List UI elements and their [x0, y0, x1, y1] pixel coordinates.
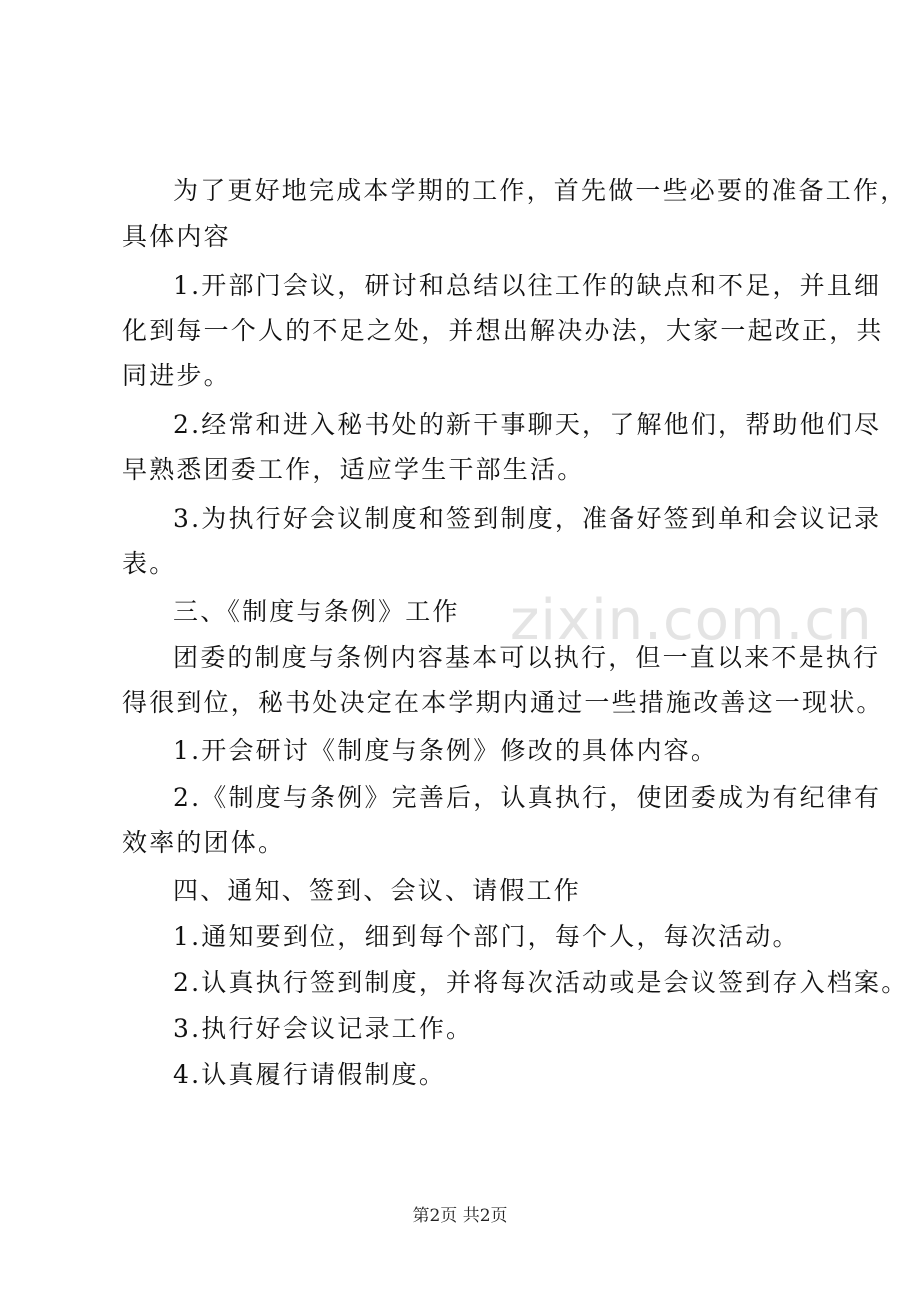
paragraph-intro-line-2: 具体内容 — [122, 222, 231, 251]
watermark: zixin.com.cn — [510, 588, 873, 653]
item-1-line-3: 同进步。 — [122, 361, 231, 390]
item-3-line-1: 3.为执行好会议制度和签到制度，准备好签到单和会议记录 — [173, 504, 882, 533]
item-1-line-2: 化到每一个人的不足之处，并想出解决办法，大家一起改正，共 — [122, 316, 884, 345]
section-4-item-4: 4.认真履行请假制度。 — [173, 1060, 447, 1089]
section-3-item-2-line-2: 效率的团体。 — [122, 828, 286, 857]
item-1-line-1: 1.开部门会议，研讨和总结以往工作的缺点和不足，并且细 — [173, 271, 882, 300]
section-4-item-1: 1.通知要到位，细到每个部门，每个人，每次活动。 — [173, 922, 800, 951]
paragraph-intro-line-1: 为了更好地完成本学期的工作，首先做一些必要的准备工作， — [173, 176, 908, 205]
page-footer: 第2页 共2页 — [412, 1206, 508, 1226]
section-4-item-2: 2.认真执行签到制度，并将每次活动或是会议签到存入档案。 — [173, 968, 909, 997]
section-4-item-3: 3.执行好会议记录工作。 — [173, 1014, 474, 1043]
item-3-line-2: 表。 — [122, 549, 177, 578]
section-3-item-1: 1.开会研讨《制度与条例》修改的具体内容。 — [173, 736, 719, 765]
item-2-line-1: 2.经常和进入秘书处的新干事聊天，了解他们，帮助他们尽 — [173, 410, 882, 439]
section-heading-4: 四、通知、签到、会议、请假工作 — [173, 876, 582, 905]
section-3-item-2-line-1: 2.《制度与条例》完善后，认真执行，使团委成为有纪律有 — [173, 783, 882, 812]
item-2-line-2: 早熟悉团委工作，适应学生干部生活。 — [122, 455, 585, 484]
section-heading-3: 三、《制度与条例》工作 — [173, 597, 460, 626]
section-3-paragraph-line-2: 得很到位，秘书处决定在本学期内通过一些措施改善这一现状。 — [122, 688, 884, 717]
section-3-paragraph-line-1: 团委的制度与条例内容基本可以执行，但一直以来不是执行 — [173, 643, 881, 672]
